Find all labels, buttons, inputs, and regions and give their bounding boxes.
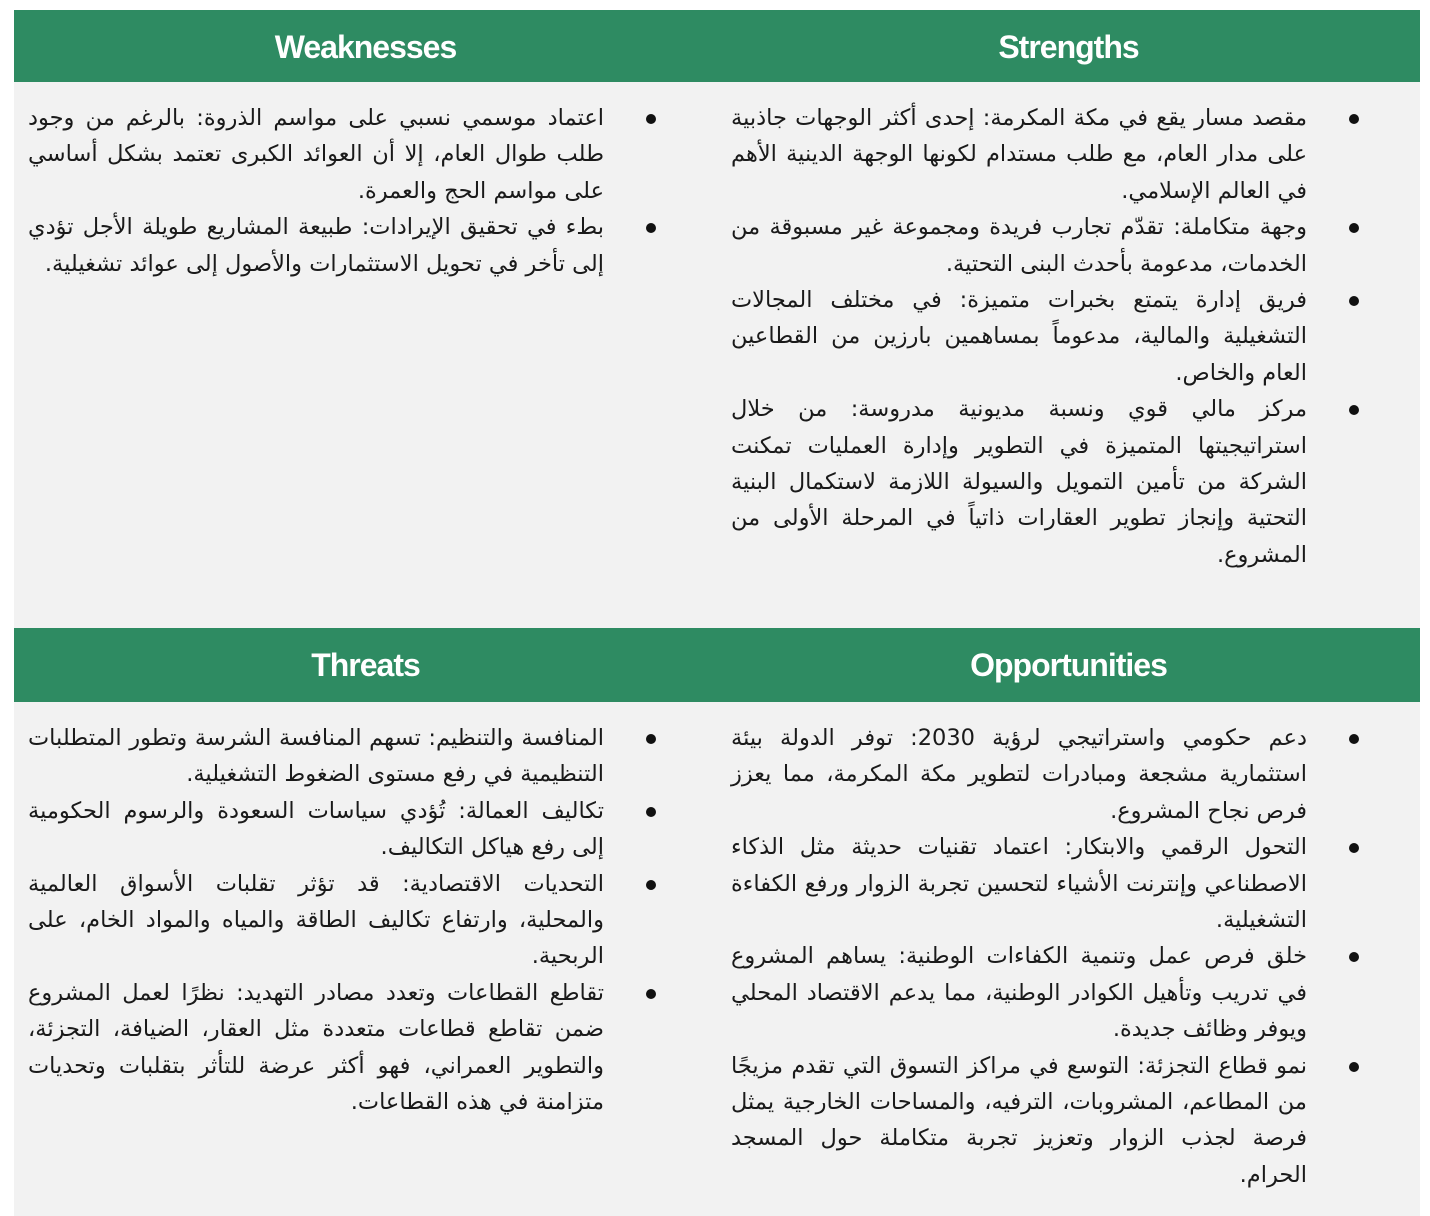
list-item [731, 209, 1363, 282]
opportunities-title: Opportunities [970, 646, 1167, 683]
item-text: اعتماد موسمي نسبي على مواسم الذروة: بالرغم من وجود طلب طوال العام، إلا أن العوائد الكبرى تعتمد بشكل أساسي على مواسم الحج والعمرة. [28, 105, 604, 204]
item-text: نمو قطاع التجزئة: التوسع في مراكز التسوق التي تقدم مزيجًا من المطاعم، المشروبات، الترفيه، والمساحات الخارجية يمثل فرصة لجذب الزوار وتعزيز تجربة متكاملة حول المسجد الحرام. [731, 1052, 1307, 1188]
opportunities-list [731, 720, 1363, 1193]
bullet-icon [646, 734, 656, 744]
threats-cell [14, 702, 717, 1216]
bullet-icon [646, 807, 656, 817]
opportunities-cell [717, 702, 1420, 1216]
bullet-icon [1349, 296, 1359, 306]
strengths-list [731, 100, 1363, 573]
item-text: تقاطع القطاعات وتعدد مصادر التهديد: نظرًا لعمل المشروع ضمن تقاطع قطاعات متعددة مثل العقار، الضيافة، التجزئة، والتطوير العمراني، فهو أكثر عرضة للتأثر بتقلبات وتحديات متزامنة في هذه القطاعات. [28, 979, 604, 1116]
list-item [731, 720, 1363, 829]
opportunities-header [717, 628, 1420, 702]
swot-table [14, 10, 1420, 1216]
list-item [28, 793, 660, 866]
item-text: بطء في تحقيق الإيرادات: طبيعة المشاريع طويلة الأجل تؤدي إلى تأخر في تحويل الاستثمارات والأصول إلى عوائد تشغيلية. [28, 214, 604, 277]
list-item [731, 829, 1363, 938]
bullet-icon [1349, 1062, 1359, 1072]
bullet-icon [1349, 734, 1359, 744]
strengths-header [717, 10, 1420, 82]
item-text: دعم حكومي واستراتيجي لرؤية 2030: توفر الدولة بيئة استثمارية مشجعة ومبادرات لتطوير مكة المكرمة، مما يعزز فرص نجاح المشروع. [731, 725, 1307, 824]
bullet-icon [646, 223, 656, 233]
strengths-title: Strengths [998, 29, 1139, 65]
bullet-icon [1349, 405, 1359, 415]
list-item [731, 938, 1363, 1047]
item-text: المنافسة والتنظيم: تسهم المنافسة الشرسة وتطور المتطلبات التنظيمية في رفع مستوى الضغوط التشغيلية. [28, 725, 604, 788]
bullet-icon [646, 880, 656, 890]
threats-header [14, 628, 717, 702]
bullet-icon [1349, 223, 1359, 233]
bullet-icon [1349, 114, 1359, 124]
list-item [28, 100, 660, 209]
item-text: مقصد مسار يقع في مكة المكرمة: إحدى أكثر الوجهات جاذبية على مدار العام، مع طلب مستدام لكونها الوجهة الدينية الأهم في العالم الإسلامي. [731, 105, 1307, 204]
weaknesses-title: Weaknesses [274, 29, 457, 65]
threats-title: Threats [311, 646, 420, 683]
list-item [28, 209, 660, 282]
weaknesses-list [28, 100, 660, 282]
list-item [731, 282, 1363, 391]
list-item [28, 720, 660, 793]
item-text: فريق إدارة يتمتع بخبرات متميزة: في مختلف المجالات التشغيلية والمالية، مدعوماً بمساهمين بارزين من القطاعين العام والخاص. [731, 287, 1307, 386]
list-item [28, 866, 660, 975]
item-text: التحديات الاقتصادية: قد تؤثر تقلبات الأسواق العالمية والمحلية، وارتفاع تكاليف الطاقة والمياه والمواد الخام، على الربحية. [28, 870, 604, 970]
list-item [28, 975, 660, 1121]
item-text: خلق فرص عمل وتنمية الكفاءات الوطنية: يساهم المشروع في تدريب وتأهيل الكوادر الوطنية، مما يدعم الاقتصاد المحلي ويوفر وظائف جديدة. [731, 943, 1307, 1043]
strengths-cell [717, 82, 1420, 628]
item-text: تكاليف العمالة: تُؤدي سياسات السعودة والرسوم الحكومية إلى رفع هياكل التكاليف. [28, 797, 604, 861]
item-text: مركز مالي قوي ونسبة مديونية مدروسة: من خلال استراتيجيتها المتميزة في التطوير وإدارة العمليات تمكنت الشركة من تأمين التمويل والسيولة اللازمة لاستكمال البنية التحتية وإنجاز تطوير العقارات ذاتياً في المرحلة الأولى من المشروع. [731, 396, 1307, 568]
bullet-icon [1349, 952, 1359, 962]
list-item [731, 100, 1363, 209]
item-text: التحول الرقمي والابتكار: اعتماد تقنيات حديثة مثل الذكاء الاصطناعي وإنترنت الأشياء لتحسين تجربة الزوار ورفع الكفاءة التشغيلية. [731, 834, 1307, 934]
bullet-icon [646, 989, 656, 999]
list-item [731, 1048, 1363, 1194]
bullet-icon [1349, 843, 1359, 853]
item-text: وجهة متكاملة: تقدّم تجارب فريدة ومجموعة غير مسبوقة من الخدمات، مدعومة بأحدث البنى التحتية. [731, 214, 1307, 277]
list-item [731, 391, 1363, 573]
threats-list [28, 720, 660, 1120]
weaknesses-header [14, 10, 717, 82]
weaknesses-cell [14, 82, 717, 628]
bullet-icon [646, 114, 656, 124]
